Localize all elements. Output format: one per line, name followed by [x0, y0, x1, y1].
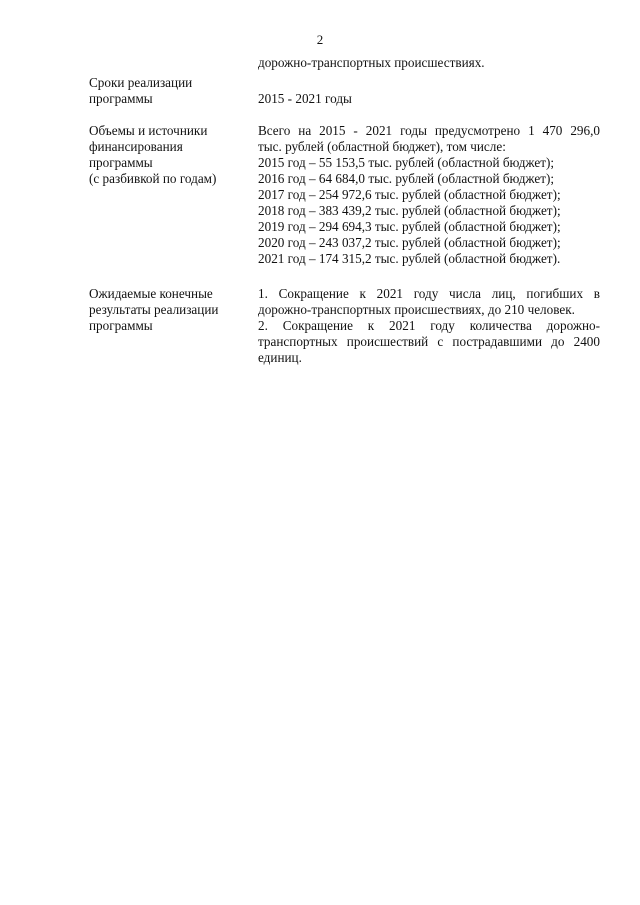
label-line: программы — [89, 155, 153, 170]
funding-total-line: тыс. рублей (областной бюджет), том числе: — [258, 139, 506, 154]
label-line: Объемы и источники — [89, 123, 208, 138]
label-program-timeline — [89, 75, 239, 107]
result-line: 1. Сокращение к 2021 году числа лиц, погибших в — [258, 286, 600, 301]
label-line: (с разбивкой по годам) — [89, 171, 217, 186]
result-line: 2. Сокращение к 2021 году количества дорожно- — [258, 318, 600, 333]
continuation-text — [258, 55, 600, 71]
funding-year-2017: 2017 год – 254 972,6 тыс. рублей (областной бюджет); — [258, 187, 561, 202]
label-line: программы — [89, 318, 153, 333]
result-line: транспортных происшествий с пострадавшими до 2400 — [258, 334, 600, 349]
value-funding-volumes — [258, 123, 600, 267]
value-expected-results — [258, 286, 600, 366]
continuation-line: дорожно-транспортных происшествиях. — [258, 55, 485, 70]
label-line: программы — [89, 91, 153, 106]
value-program-timeline — [258, 91, 600, 107]
funding-total-line: Всего на 2015 - 2021 годы предусмотрено 1 470 296,0 — [258, 123, 600, 138]
funding-year-2020: 2020 год – 243 037,2 тыс. рублей (областной бюджет); — [258, 235, 561, 250]
label-line: Сроки реализации — [89, 75, 193, 90]
result-line: единиц. — [258, 350, 302, 365]
funding-year-2015: 2015 год – 55 153,5 тыс. рублей (областной бюджет); — [258, 155, 555, 170]
funding-year-2016: 2016 год – 64 684,0 тыс. рублей (областной бюджет); — [258, 171, 555, 186]
label-line: результаты реализации — [89, 302, 219, 317]
timeline-value: 2015 - 2021 годы — [258, 91, 352, 106]
page-number: 2 — [316, 32, 324, 47]
funding-year-2018: 2018 год – 383 439,2 тыс. рублей (областной бюджет); — [258, 203, 561, 218]
label-funding-volumes — [89, 123, 239, 187]
funding-year-2019: 2019 год – 294 694,3 тыс. рублей (областной бюджет); — [258, 219, 561, 234]
result-line: дорожно-транспортных происшествиях, до 210 человек. — [258, 302, 575, 317]
label-expected-results — [89, 286, 239, 334]
label-line: Ожидаемые конечные — [89, 286, 213, 301]
label-line: финансирования — [89, 139, 183, 154]
funding-year-2021: 2021 год – 174 315,2 тыс. рублей (областной бюджет). — [258, 251, 561, 266]
